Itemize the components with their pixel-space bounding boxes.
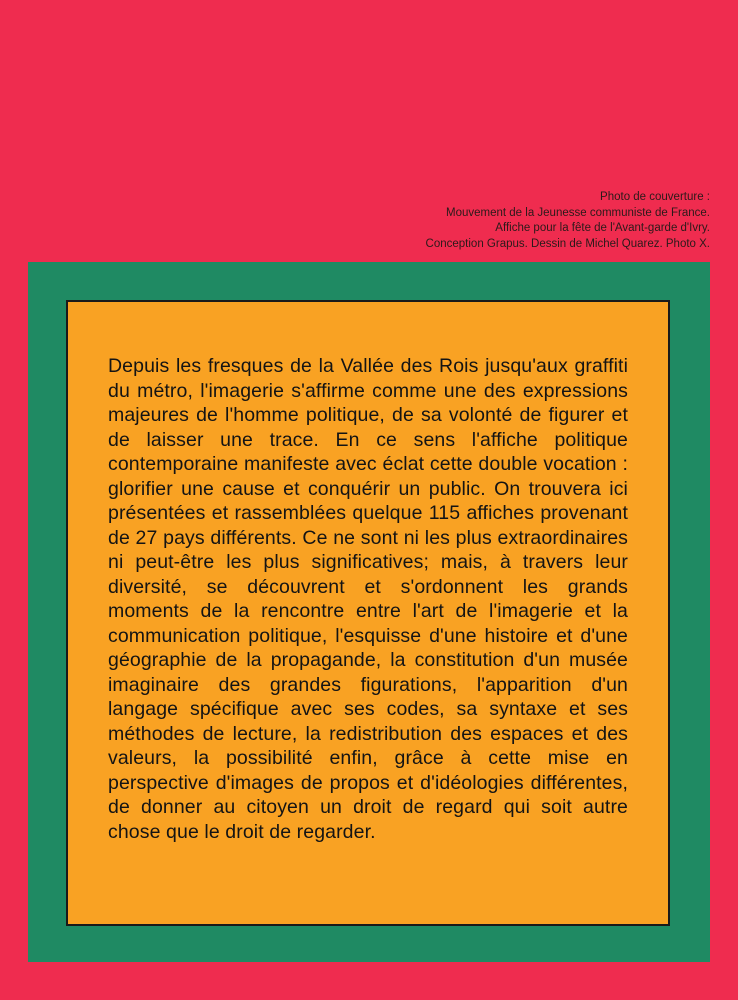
- credits-line-3: Affiche pour la fête de l'Avant-garde d'Ivry.: [495, 222, 710, 234]
- main-text: Depuis les fresques de la Vallée des Rois jusqu'aux graffiti du métro, l'imagerie s'affirme comme une des expressions majeures de l'homme politique, de sa volonté de figurer et de laisser une trace. En ce sens l'affiche politique contemporaine manifeste avec éclat cette double vocation : glorifier une cause et conquérir un public. On trouvera ici présentées et rassemblées quelque 115 affiches provenant de 27 pays différents. Ce ne sont ni les plus extraordinaires ni peut-être les plus significatives; mais, à travers leur diversité, se découvrent et s'ordonnent les grands moments de la rencontre entre l'art de l'imagerie et la communication politique, l'esquisse d'une histoire et d'une géographie de la propagande, la constitution d'un musée imaginaire des grandes figurations, l'apparition d'un langage spécifique avec ses codes, sa syntaxe et ses méthodes de lecture, la redistribution des espaces et des valeurs, la possibilité enfin, grâce à cette mise en perspective d'images de propos et d'idéologies différentes, de donner au citoyen un droit de regard qui soit autre chose que le droit de regarder.: [108, 355, 628, 843]
- credits-line-1: Photo de couverture :: [600, 191, 710, 203]
- credits-line-2: Mouvement de la Jeunesse communiste de France.: [446, 206, 710, 219]
- credits-line-4: Conception Grapus. Dessin de Michel Quarez. Photo X.: [425, 237, 710, 250]
- cover-photo-credits: [426, 190, 710, 252]
- text-panel: [66, 300, 670, 926]
